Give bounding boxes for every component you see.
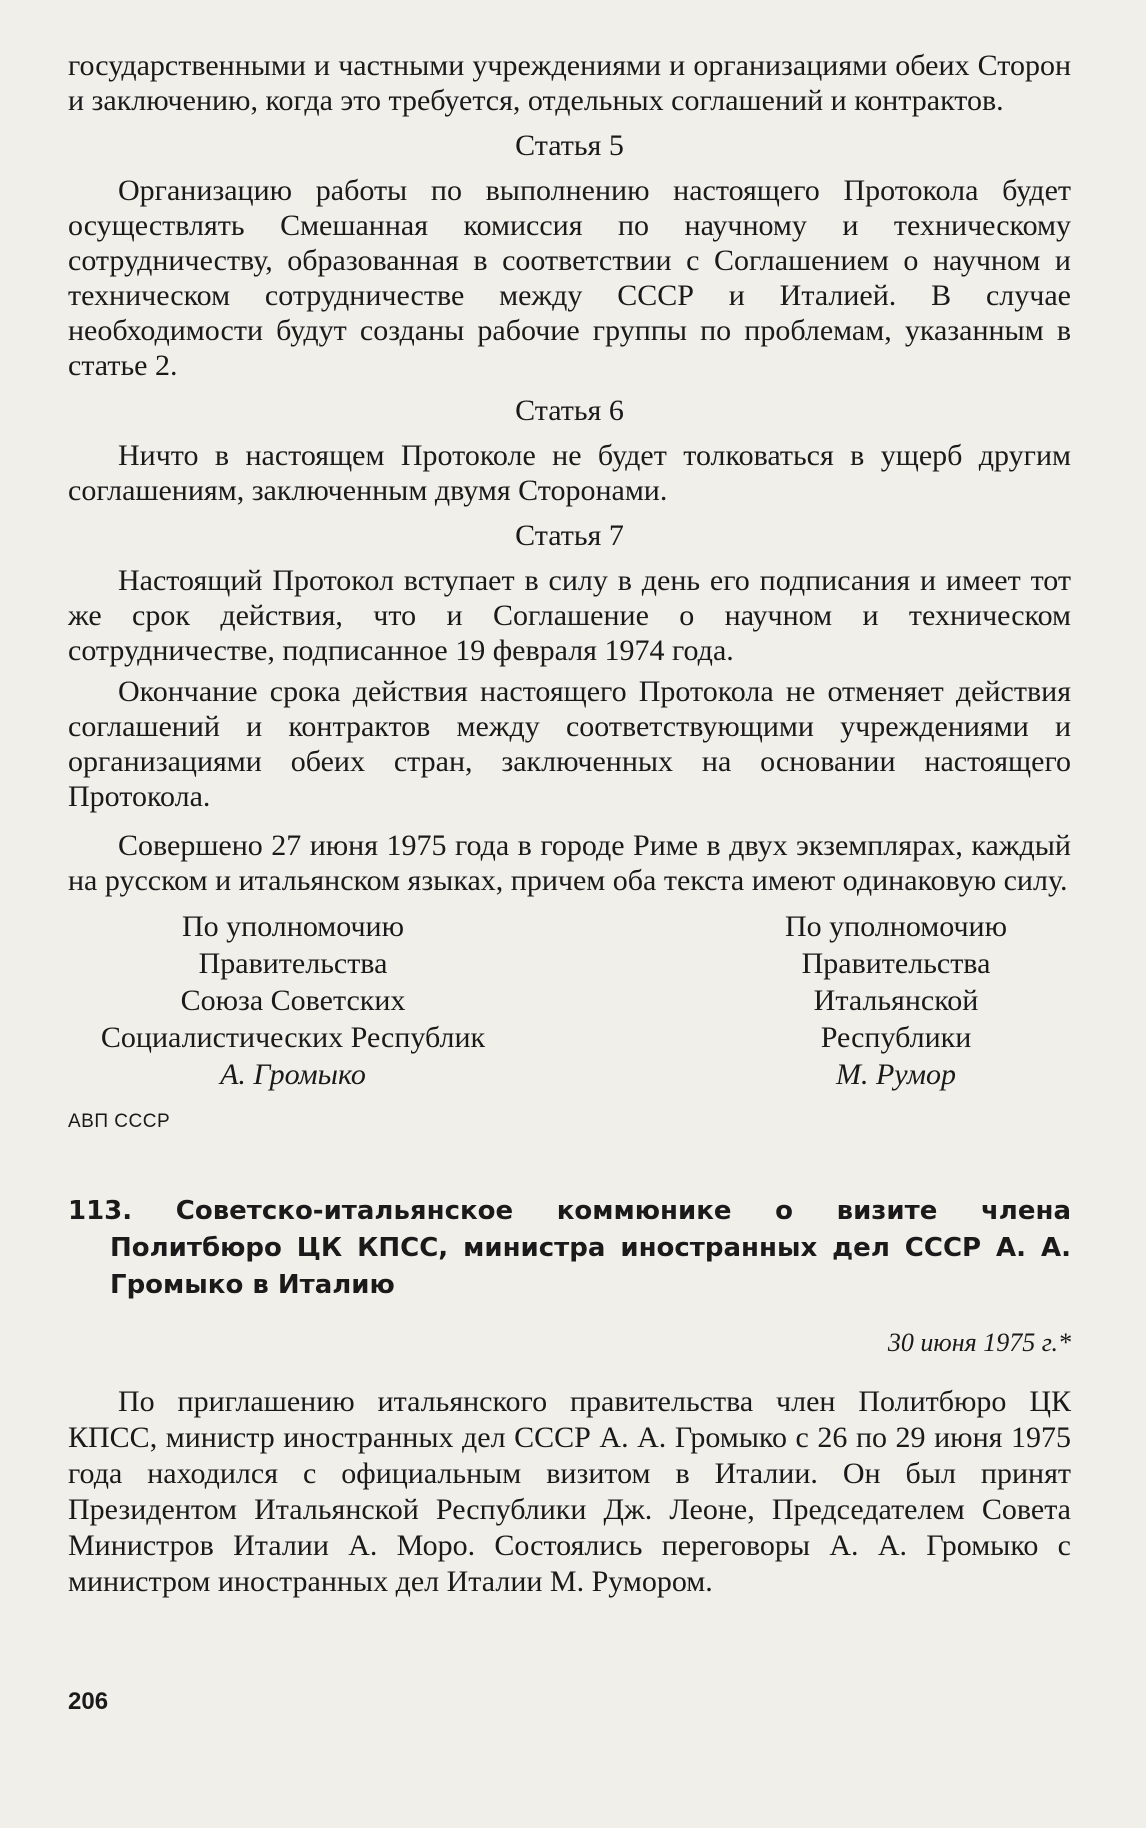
document-body-paragraph: По приглашению итальянского правительства член Политбюро ЦК КПСС, министр иностранных дел СССР А. А. Громыко с 26 по 29 июня 1975 года находился с официальным визитом в Италии. Он был принят Президентом Итальянской Республики Дж. Леоне, Председателем Совета Министров Италии А. Моро. Состоялись переговоры А. А. Громыко с министром иностранных дел Италии М. Румором. [68, 1385, 1071, 1598]
signature-right-line: Итальянской [813, 984, 979, 1017]
document-date: 30 июня 1975 г.* [887, 1328, 1071, 1357]
signature-left-line: Правительства [198, 947, 388, 980]
archive-source: АВП СССР [68, 1111, 171, 1132]
article-5-paragraph: Организацию работы по выполнению настоящего Протокола будет осуществлять Смешанная комиссия по научному и техническому сотрудничеству, образованная в соответствии с Соглашением о научном и техническом сотрудничестве между СССР и Италией. В случае необходимости будут созданы рабочие группы по проблемам, указанным в статье 2. [68, 174, 1071, 382]
article-5-heading: Статья 5 [515, 129, 624, 162]
signature-left-line: По уполномочию [181, 910, 405, 943]
article-7-paragraph-1: Настоящий Протокол вступает в силу в день его подписания и имеет тот же срок действия, что и Соглашение о научном и техническом сотрудничестве, подписанное 19 февраля 1974 года. [68, 564, 1071, 667]
page-number: 206 [68, 1688, 109, 1715]
signature-right-line: Республики [820, 1021, 972, 1054]
document-title: 113. Советско-итальянское коммюнике о визите члена Политбюро ЦК КПСС, министра иностранных дел СССР А. А. Громыко в Италию [68, 1196, 1071, 1300]
article-7-heading: Статья 7 [515, 519, 624, 552]
signature-left [68, 908, 518, 1093]
signature-right [761, 908, 1031, 1093]
article-6-paragraph: Ничто в настоящем Протоколе не будет толковаться в ущерб другим соглашениям, заключенным двумя Сторонами. [68, 439, 1071, 507]
signature-block [68, 908, 1071, 1093]
document-body [68, 1384, 1071, 1600]
signature-left-name: А. Громыко [220, 1058, 366, 1091]
intro-paragraph: государственными и частными учреждениями и организациями обеих Сторон и заключению, когда это требуется, отдельных соглашений и контрактов. [68, 49, 1071, 117]
article-6-heading: Статья 6 [515, 394, 624, 427]
signature-left-line: Союза Советских [180, 984, 406, 1017]
article-7-paragraph-3: Совершено 27 июня 1975 года в городе Риме в двух экземплярах, каждый на русском и итальянском языках, причем оба текста имеют одинаковую силу. [68, 829, 1071, 897]
article-7-paragraph-2: Окончание срока действия настоящего Протокола не отменяет действия соглашений и контрактов между соответствующими учреждениями и организациями обеих стран, заключенных на основании настоящего Протокола. [68, 675, 1071, 813]
signature-right-name: М. Румор [835, 1058, 957, 1091]
signature-right-line: Правительства [801, 947, 991, 980]
signature-left-line: Социалистических Республик [100, 1021, 486, 1054]
signature-right-line: По уполномочию [784, 910, 1008, 943]
